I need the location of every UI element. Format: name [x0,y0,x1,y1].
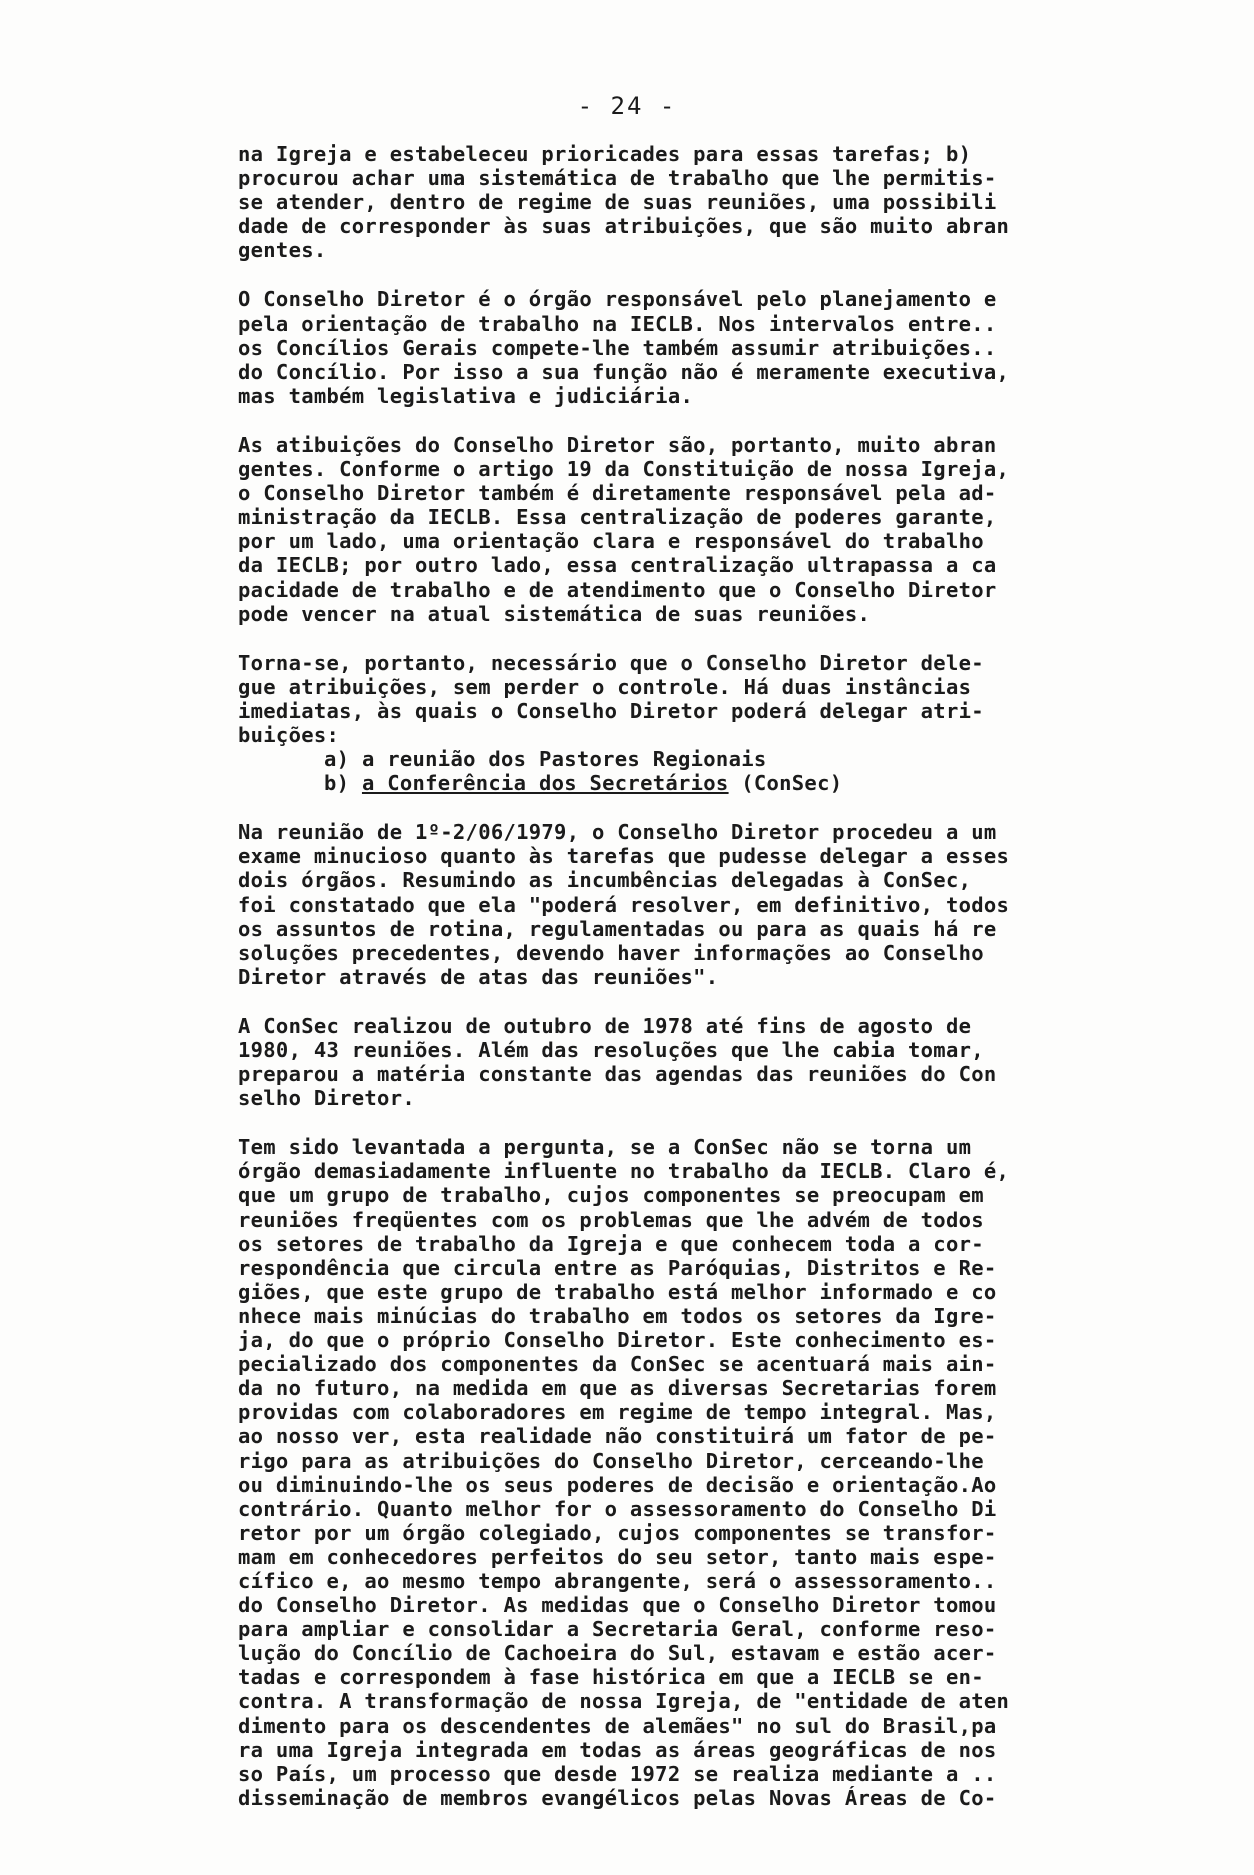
text-line: gentes. Conforme o artigo 19 da Constituição de nossa Igreja, [238,457,1010,482]
text-line: contrário. Quanto melhor for o assessoramento do Conselho Di [238,1496,997,1521]
text-line: Diretor através de atas das reuniões". [238,964,719,989]
text-line: procurou achar uma sistemática de trabalho que lhe permitis- [238,166,997,191]
text-line: cífico e, ao mesmo tempo abrangente, será o assessoramento.. [238,1568,997,1593]
text-line: o Conselho Diretor também é diretamente responsável pela ad- [238,481,997,506]
text-line: disseminação de membros evangélicos pelas Novas Áreas de Co- [238,1785,997,1810]
list-item-text: a Conferência dos Secretários [361,771,729,796]
text-line: se atender, dentro de regime de suas reuniões, uma possibili [238,190,997,215]
text-line: por um lado, uma orientação clara e responsável do trabalho [238,529,984,554]
text-line: giões, que este grupo de trabalho está melhor informado e co [238,1279,997,1304]
text-line: selho Diretor. [238,1086,415,1111]
text-line: que um grupo de trabalho, cujos componentes se preocupam em [238,1183,984,1208]
text-line: os Concílios Gerais compete-lhe também assumir atribuições.. [238,335,997,360]
text-line: para ampliar e consolidar a Secretaria Geral, conforme reso- [238,1617,997,1642]
text-line: Na reunião de 1º-2/06/1979, o Conselho Diretor procedeu a um [238,820,997,845]
text-line: reuniões freqüentes com os problemas que lhe advém de todos [238,1207,984,1232]
text-line: soluções precedentes, devendo haver informações ao Conselho [238,940,984,965]
page-number: - 24 - [577,92,677,120]
list-item [238,771,1138,795]
text-line: O Conselho Diretor é o órgão responsável pelo planejamento e [238,287,997,312]
list-item-marker: a) [324,747,350,772]
paragraph [238,142,1138,262]
body-text [238,142,1138,1810]
text-line: ministração da IECLB. Essa centralização de poderes garante, [238,505,997,530]
text-line: lução do Concílio de Cachoeira do Sul, estavam e estão acer- [238,1641,997,1666]
text-line: do Concílio. Por isso a sua função não é meramente executiva, [238,359,1010,384]
text-line: retor por um órgão colegiado, cujos componentes se transfor- [238,1520,997,1545]
paragraph [238,1135,1138,1810]
text-line: pela orientação de trabalho na IECLB. Nos intervalos entre.. [238,311,997,336]
paragraph [238,651,1138,796]
text-line: imediatas, às quais o Conselho Diretor poderá delegar atri- [238,698,984,723]
paragraph [238,287,1138,407]
text-line: exame minucioso quanto às tarefas que pudesse delegar a esses [238,844,1010,869]
text-line: ja, do que o próprio Conselho Diretor. Este conhecimento es- [238,1328,997,1353]
text-line: pode vencer na atual sistemática de suas reuniões. [238,601,871,626]
text-line: contra. A transformação de nossa Igreja, de "entidade de aten [238,1689,1010,1714]
text-line: As atibuições do Conselho Diretor são, portanto, muito abran [238,432,997,457]
text-line: providas com colaboradores em regime de tempo integral. Mas, [238,1400,997,1425]
text-line: Torna-se, portanto, necessário que o Conselho Diretor dele- [238,650,984,675]
text-line: da no futuro, na medida em que as diversas Secretarias forem [238,1376,997,1401]
text-line: dade de corresponder às suas atribuições, que são muito abran [238,214,1010,239]
text-line: os setores de trabalho da Igreja e que conhecem toda a cor- [238,1231,984,1256]
text-line: ou diminuindo-lhe os seus poderes de decisão e orientação.Ao [238,1472,997,1497]
text-line: ra uma Igreja integrada em todas as áreas geográficas de nos [238,1737,997,1762]
text-line: do Conselho Diretor. As medidas que o Conselho Diretor tomou [238,1593,997,1618]
list-item-suffix: (ConSec) [728,771,843,796]
text-line: 1980, 43 reuniões. Além das resoluções que lhe cabia tomar, [238,1038,984,1062]
text-line: dois órgãos. Resumindo as incumbências delegadas à ConSec, [238,868,972,893]
text-line: pecializado dos componentes da ConSec se acentuará mais ain- [238,1352,997,1377]
text-line: mas também legislativa e judiciária. [238,383,694,408]
text-line: da IECLB; por outro lado, essa centralização ultrapassa a ca [238,553,997,578]
text-line: A ConSec realizou de outubro de 1978 até fins de agosto de [238,1013,972,1038]
text-line: mam em conhecedores perfeitos do seu setor, tanto mais espe- [238,1544,997,1569]
text-line: tadas e correspondem à fase histórica em que a IECLB se en- [238,1665,984,1690]
text-line: os assuntos de rotina, regulamentadas ou para as quais há re [238,916,997,941]
paragraph [238,433,1138,626]
list-item [238,747,1138,771]
list-item-text: a reunião dos Pastores Regionais [361,747,767,772]
list-item-marker: b) [324,771,350,796]
text-line: pacidade de trabalho e de atendimento que o Conselho Diretor [238,577,997,602]
text-line: preparou a matéria constante das agendas das reuniões do Con [238,1062,997,1087]
text-line: gentes. [238,238,327,263]
text-line: foi constatado que ela "poderá resolver, em definitivo, todos [238,892,1010,917]
text-line: respondência que circula entre as Paróquias, Distritos e Re- [238,1255,997,1280]
text-line: Tem sido levantada a pergunta, se a ConSec não se torna um [238,1135,972,1160]
text-line: ao nosso ver, esta realidade não constituirá um fator de pe- [238,1424,997,1449]
text-line: buições: [238,722,340,747]
text-line: gue atribuições, sem perder o controle. Há duas instâncias [238,674,972,699]
text-line: so País, um processo que desde 1972 se realiza mediante a .. [238,1761,997,1786]
text-line: rigo para as atribuições do Conselho Diretor, cerceando-lhe [238,1448,984,1473]
text-line: órgão demasiadamente influente no trabalho da IECLB. Claro é, [238,1159,1010,1184]
text-line: na Igreja e estabeleceu prioricades para essas tarefas; b) [238,142,972,166]
paragraph [238,820,1138,989]
paragraph [238,1014,1138,1110]
text-line: nhece mais minúcias do trabalho em todos os setores da Igre- [238,1303,997,1328]
text-line: dimento para os descendentes de alemães" no sul do Brasil,pa [238,1713,997,1738]
